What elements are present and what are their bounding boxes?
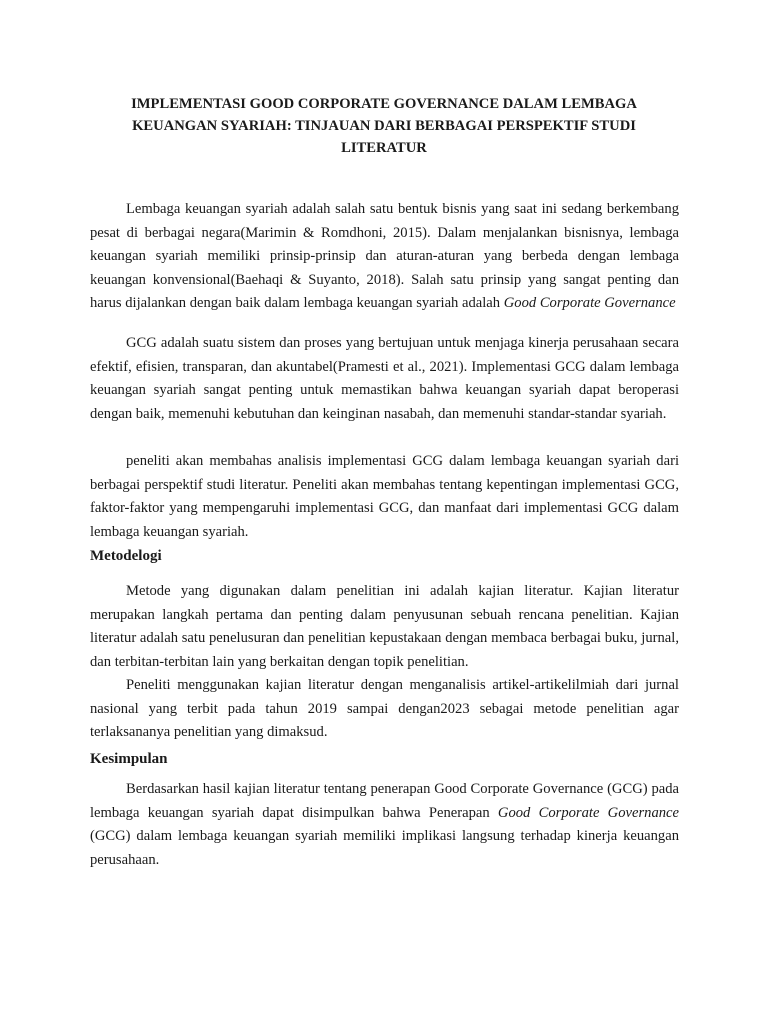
- document-title: IMPLEMENTASI GOOD CORPORATE GOVERNANCE DALAM LEMBAGA KEUANGAN SYARIAH: TINJAUAN DARI BERBAGAI PERSPEKTIF STUDI LITERATUR: [131, 96, 637, 156]
- metodologi-heading: Metodelogi: [90, 548, 162, 564]
- intro-paragraph-1: [90, 198, 679, 316]
- metodologi-paragraph-1: Metode yang digunakan dalam penelitian ini adalah kajian literatur. Kajian literatur merupakan langkah pertama dan penting dalam penyusunan sebuah rencana penelitian. Kajian literatur adalah satu penelusuran dan penelitian kepustakaan dengan membaca berbagai buku, jurnal, dan terbitan-terbitan lain yang berkaitan dengan topik penelitian.: [90, 583, 679, 670]
- intro-paragraph-2: GCG adalah suatu sistem dan proses yang bertujuan untuk menjaga kinerja perusahaan secara efektif, efisien, transparan, dan akuntabel(Pramesti et al., 2021). Implementasi GCG dalam lembaga keuangan syariah sangat penting untuk memastikan bahwa keuangan syariah dapat beroperasi dengan baik, memenuhi kebutuhan dan keinginan nasabah, dan memenuhi standar-standar syariah.: [90, 335, 679, 422]
- metodologi-paragraph-2: Peneliti menggunakan kajian literatur dengan menganalisis artikel-artikelilmiah dari jurnal nasional yang terbit pada tahun 2019 sampai dengan2023 sebagai metode penelitian agar terlaksananya penelitian yang dimaksud.: [90, 677, 679, 740]
- intro-paragraph-1-italic: Good Corporate Governance: [503, 295, 676, 311]
- kesimpulan-heading: Kesimpulan: [90, 751, 168, 767]
- intro-paragraph-1-text: Lembaga keuangan syariah adalah salah satu bentuk bisnis yang saat ini sedang berkembang pesat di berbagai negara(Marimin & Romdhoni, 2015). Dalam menjalankan bisnisnya, lembaga keuangan syariah memiliki prinsip-prinsip dan aturan-aturan yang berbeda dengan lembaga keuangan konvensional(Baehaqi & Suyanto, 2018). Salah satu prinsip yang sangat penting dan harus dijalankan dengan baik dalam lembaga keuangan syariah adalah: [90, 201, 679, 311]
- kesimpulan-italic: Good Corporate Governance: [497, 804, 679, 821]
- kesimpulan-paragraph-1: [90, 778, 679, 872]
- kesimpulan-text-a: Berdasarkan hasil kajian literatur tentang penerapan Good Corporate Governance (GCG) pada lembaga keuangan syariah dapat disimpulkan bahwa Penerapan: [90, 781, 679, 821]
- intro-paragraph-3: peneliti akan membahas analisis implementasi GCG dalam lembaga keuangan syariah dari berbagai perspektif studi literatur. Peneliti akan membahas tentang kepentingan implementasi GCG, faktor-faktor yang mempengaruhi implementasi GCG, dan manfaat dari implementasi GCG dalam lembaga keuangan syariah.: [90, 453, 679, 540]
- kesimpulan-text-b: (GCG) dalam lembaga keuangan syariah memiliki implikasi langsung terhadap kinerja keuangan perusahaan.: [90, 828, 679, 868]
